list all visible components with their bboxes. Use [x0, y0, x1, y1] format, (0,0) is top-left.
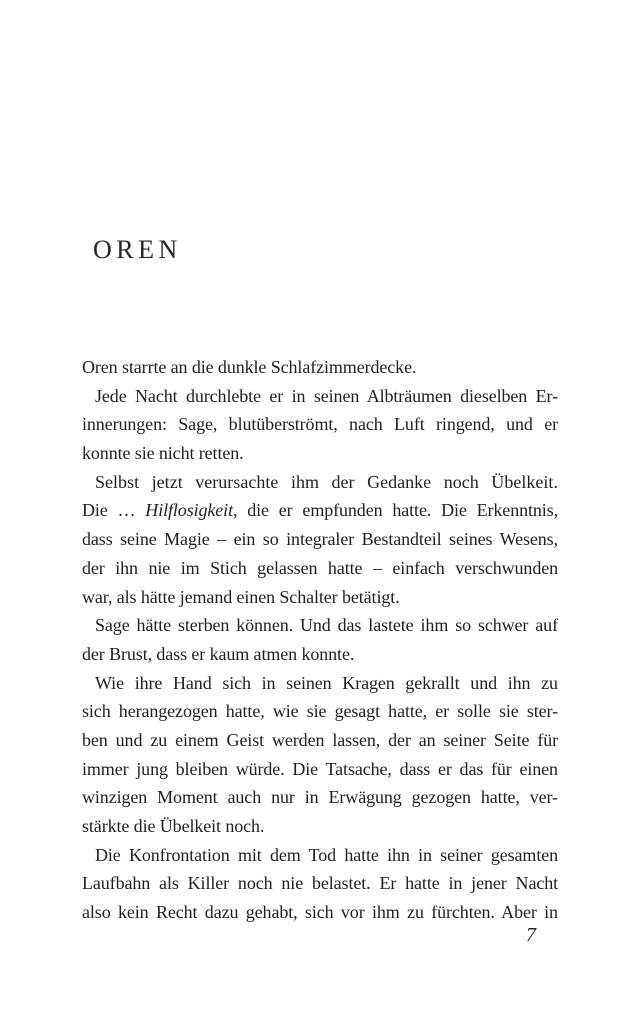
text-line: Die … Hilflosigkeit, die er empfunden hatte. Die Erkenntnis, — [82, 500, 559, 521]
chapter-title: OREN — [93, 235, 182, 264]
text-line: innerungen: Sage, blutüberströmt, nach Luft ringend, und er — [82, 414, 558, 435]
text-line: der Brust, dass er kaum atmen konnte. — [82, 643, 355, 664]
text-line: dass seine Magie – ein so integraler Bestandteil seines Wesens, — [82, 529, 558, 550]
text-line: Wie ihre Hand sich in seinen Kragen gekrallt und ihn zu — [95, 672, 558, 693]
text-line: immer jung bleiben würde. Die Tatsache, dass er das für einen — [82, 758, 558, 779]
text-line: Oren starrte an die dunkle Schlafzimmerdecke. — [82, 357, 417, 377]
page-number: 7 — [526, 924, 536, 946]
text-line: Selbst jetzt verursachte ihm der Gedanke noch Übelkeit. — [95, 471, 558, 492]
text-line: konnte sie nicht retten. — [82, 443, 244, 464]
text-line: Jede Nacht durchlebte er in seinen Albträumen dieselben Er- — [95, 385, 558, 406]
text-line: Die Konfrontation mit dem Tod hatte ihn in seiner gesamten — [95, 844, 559, 865]
text-line: winzigen Moment auch nur in Erwägung gezogen hatte, ver- — [82, 787, 558, 808]
text-line: sich herangezogen hatte, wie sie gesagt hatte, er solle sie ster- — [82, 701, 558, 722]
text-line: ben und zu einem Geist werden lassen, der an seiner Seite für — [82, 729, 559, 750]
text-line: also kein Recht dazu gehabt, sich vor ihm zu fürchten. Aber in — [82, 902, 558, 923]
text-block — [82, 353, 558, 927]
text-line: Laufbahn als Killer noch nie belastet. Er hatte in jener Nacht — [82, 873, 559, 894]
text-line: stärkte die Übelkeit noch. — [82, 816, 265, 836]
text-line: der ihn nie im Stich gelassen hatte – einfach verschwunden — [82, 557, 559, 578]
text-line: war, als hätte jemand einen Schalter betätigt. — [82, 586, 400, 607]
text-line: Sage hätte sterben können. Und das lastete ihm so schwer auf — [95, 615, 558, 636]
